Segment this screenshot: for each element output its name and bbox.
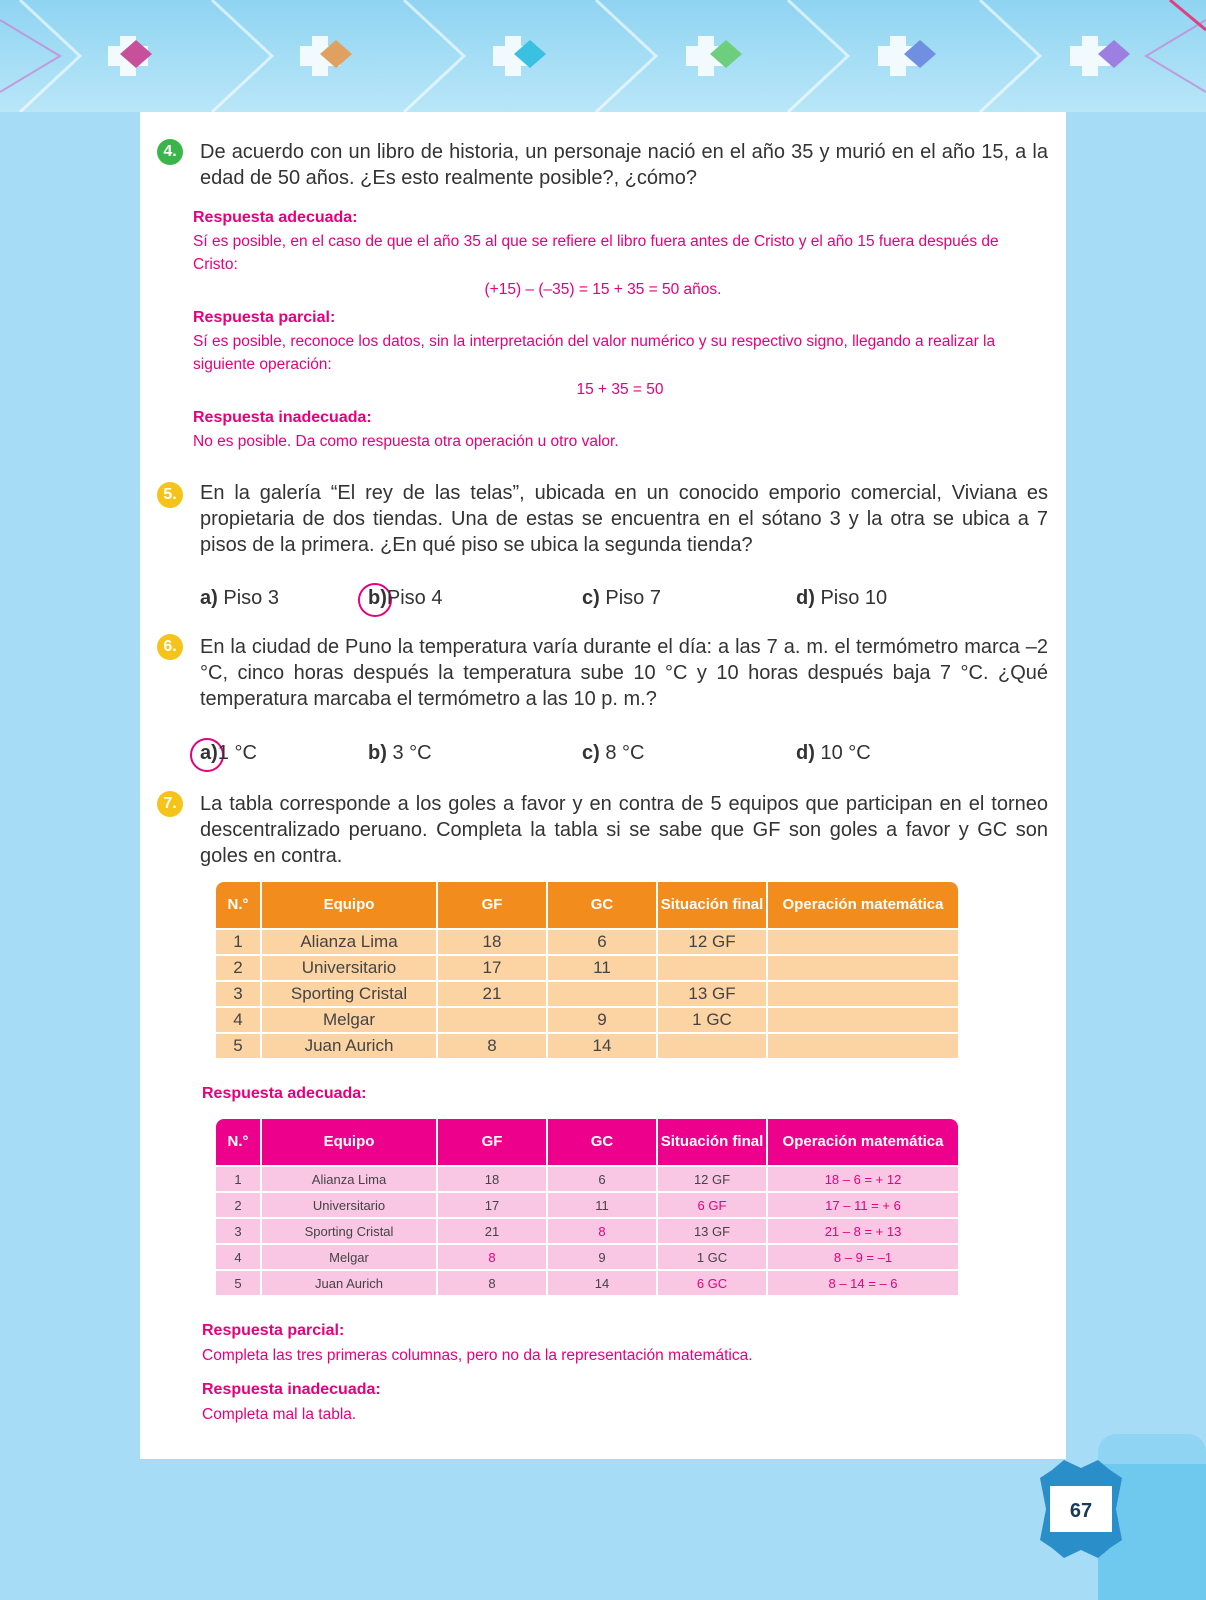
table-cell[interactable] — [768, 982, 958, 1006]
table-cell[interactable] — [548, 982, 656, 1006]
table-cell[interactable] — [438, 1008, 546, 1032]
table-cell: 9 — [548, 1245, 656, 1269]
table-cell: Universitario — [262, 956, 436, 980]
table-cell: 8 – 14 = – 6 — [768, 1271, 958, 1295]
option-letter: b) — [368, 742, 387, 764]
table-row — [216, 1034, 958, 1058]
option-letter: b) — [368, 587, 387, 609]
table-cell: Alianza Lima — [262, 930, 436, 954]
table-cell[interactable] — [658, 1034, 766, 1058]
goals-table — [214, 880, 960, 1060]
table-cell: Juan Aurich — [262, 1271, 436, 1295]
question-4-number: 4. — [157, 139, 183, 165]
table-cell: 5 — [216, 1034, 260, 1058]
table-cell[interactable] — [768, 930, 958, 954]
q7-partial-heading: Respuesta parcial: — [202, 1322, 345, 1339]
col-header-gf: GF — [438, 882, 546, 928]
table-cell: 6 — [548, 930, 656, 954]
table-header-row — [216, 1119, 958, 1165]
option-letter: c) — [582, 742, 600, 764]
q6-option-a[interactable] — [200, 742, 257, 765]
table-cell: Sporting Cristal — [262, 982, 436, 1006]
table-cell: 6 GC — [658, 1271, 766, 1295]
q4-partial-equation: 15 + 35 = 50 — [576, 381, 664, 398]
table-cell: 13 GF — [658, 982, 766, 1006]
col-header-team: Equipo — [262, 1119, 436, 1165]
table-cell: Universitario — [262, 1193, 436, 1217]
table-cell: 2 — [216, 1193, 260, 1217]
q5-option-a[interactable] — [200, 587, 279, 610]
table-cell: 14 — [548, 1271, 656, 1295]
option-text: Piso 4 — [386, 587, 443, 609]
option-text: Piso 10 — [814, 587, 888, 609]
col-header-number: N.° — [216, 1119, 260, 1165]
table-cell: Sporting Cristal — [262, 1219, 436, 1243]
table-cell: 12 GF — [658, 1167, 766, 1191]
col-header-team: Equipo — [262, 882, 436, 928]
col-header-gc: GC — [548, 1119, 656, 1165]
table-row — [216, 956, 958, 980]
question-6-text: En la ciudad de Puno la temperatura varía durante el día: a las 7 a. m. el termómetro marca –2 °C, cinco horas después la temperatura sube 10 °C y 10 horas después baja 7 °C. ¿Qué temperatura marcaba el termómetro a las 10 p. m.? — [200, 636, 1048, 710]
col-header-final: Situación final — [658, 882, 766, 928]
q6-option-c[interactable] — [582, 742, 644, 765]
table-cell: 8 — [438, 1034, 546, 1058]
option-text: 1 °C — [217, 742, 257, 764]
option-text: 10 °C — [814, 742, 871, 764]
q6-option-b[interactable] — [368, 742, 432, 765]
question-5-number: 5. — [157, 482, 183, 508]
question-4-text: De acuerdo con un libro de historia, un personaje nació en el año 35 y murió en el año 15, a la edad de 50 años. ¿Es esto realmente posible?, ¿cómo? — [200, 141, 1048, 189]
table-cell: 17 — [438, 1193, 546, 1217]
table-cell: 6 — [548, 1167, 656, 1191]
table-cell: 11 — [548, 956, 656, 980]
q7-inadequate-text: Completa mal la tabla. — [202, 1406, 357, 1423]
table-cell: Melgar — [262, 1008, 436, 1032]
table-cell: 17 — [438, 956, 546, 980]
page-number: 67 — [1069, 1500, 1093, 1522]
option-text: Piso 3 — [217, 587, 279, 609]
table-cell: 18 — [438, 930, 546, 954]
q5-option-d[interactable] — [796, 587, 887, 610]
q4-inadequate-heading: Respuesta inadecuada: — [193, 409, 372, 426]
q4-partial-heading: Respuesta parcial: — [193, 309, 336, 326]
option-text: 3 °C — [386, 742, 432, 764]
table-cell: 5 — [216, 1271, 260, 1295]
q7-adequate-heading: Respuesta adecuada: — [202, 1085, 367, 1102]
table-cell: 2 — [216, 956, 260, 980]
question-5-text: En la galería “El rey de las telas”, ubicada en un conocido emporio comercial, Viviana es propietaria de dos tiendas. Una de estas se encuentra en el sótano 3 y la otra se ubica a 7 pisos de la primera. ¿En qué piso se ubica la segunda tienda? — [200, 482, 1048, 556]
question-7-number: 7. — [157, 791, 183, 817]
table-cell: Alianza Lima — [262, 1167, 436, 1191]
table-cell: 18 – 6 = + 12 — [768, 1167, 958, 1191]
answer-table — [214, 1117, 960, 1297]
table-cell: 8 — [548, 1219, 656, 1243]
table-cell: 18 — [438, 1167, 546, 1191]
option-text: Piso 7 — [599, 587, 661, 609]
table-cell: 21 — [438, 1219, 546, 1243]
table-row — [216, 1245, 958, 1269]
table-cell: 13 GF — [658, 1219, 766, 1243]
table-cell: 1 — [216, 930, 260, 954]
q7-inadequate-heading: Respuesta inadecuada: — [202, 1381, 381, 1398]
q4-adequate-equation: (+15) – (–35) = 15 + 35 = 50 años. — [484, 281, 722, 298]
table-cell: 17 – 11 = + 6 — [768, 1193, 958, 1217]
q4-inadequate-text: No es posible. Da como respuesta otra operación u otro valor. — [193, 433, 619, 450]
question-6-number: 6. — [157, 634, 183, 660]
col-header-gc: GC — [548, 882, 656, 928]
decorative-banner — [0, 0, 1206, 112]
table-cell: 21 — [438, 982, 546, 1006]
option-letter: a) — [200, 587, 218, 609]
table-cell: 3 — [216, 1219, 260, 1243]
question-7-text: La tabla corresponde a los goles a favor y en contra de 5 equipos que participan en el torneo descentralizado peruano. Completa la tabla si se sabe que GF son goles a favor y GC son goles en contra. — [200, 793, 1048, 867]
table-row — [216, 1008, 958, 1032]
table-cell: 1 GC — [658, 1008, 766, 1032]
table-cell[interactable] — [768, 1008, 958, 1032]
table-row — [216, 1219, 958, 1243]
option-letter: d) — [796, 742, 815, 764]
table-row — [216, 1193, 958, 1217]
table-cell: 4 — [216, 1245, 260, 1269]
table-cell: 8 – 9 = –1 — [768, 1245, 958, 1269]
col-header-operation: Operación matemática — [768, 1119, 958, 1165]
table-cell: Juan Aurich — [262, 1034, 436, 1058]
table-row — [216, 1167, 958, 1191]
table-cell: 12 GF — [658, 930, 766, 954]
option-letter: a) — [200, 742, 218, 764]
table-row — [216, 982, 958, 1006]
col-header-operation: Operación matemática — [768, 882, 958, 928]
q5-option-c[interactable] — [582, 587, 661, 610]
table-cell: 14 — [548, 1034, 656, 1058]
q6-option-d[interactable] — [796, 742, 871, 765]
table-cell[interactable] — [658, 956, 766, 980]
col-header-number: N.° — [216, 882, 260, 928]
table-cell: Melgar — [262, 1245, 436, 1269]
q4-adequate-heading: Respuesta adecuada: — [193, 209, 358, 226]
table-cell: 6 GF — [658, 1193, 766, 1217]
option-letter: c) — [582, 587, 600, 609]
table-cell: 11 — [548, 1193, 656, 1217]
table-row — [216, 1271, 958, 1295]
table-header-row — [216, 882, 958, 928]
table-cell[interactable] — [768, 956, 958, 980]
table-cell: 8 — [438, 1245, 546, 1269]
table-cell[interactable] — [768, 1034, 958, 1058]
col-header-final: Situación final — [658, 1119, 766, 1165]
q5-option-b[interactable] — [368, 587, 442, 610]
table-cell: 9 — [548, 1008, 656, 1032]
table-cell: 1 — [216, 1167, 260, 1191]
table-row — [216, 930, 958, 954]
option-text: 8 °C — [599, 742, 645, 764]
q4-adequate-text: Sí es posible, en el caso de que el año 35 al que se refiere el libro fuera antes de Cristo y el año 15 fuera después de Cristo: — [193, 233, 999, 273]
q7-partial-text: Completa las tres primeras columnas, pero no da la representación matemática. — [202, 1347, 753, 1364]
col-header-gf: GF — [438, 1119, 546, 1165]
table-cell: 8 — [438, 1271, 546, 1295]
table-cell: 21 – 8 = + 13 — [768, 1219, 958, 1243]
table-cell: 4 — [216, 1008, 260, 1032]
table-cell: 3 — [216, 982, 260, 1006]
option-letter: d) — [796, 587, 815, 609]
table-cell: 1 GC — [658, 1245, 766, 1269]
q4-partial-text: Sí es posible, reconoce los datos, sin la interpretación del valor numérico y su respectivo signo, llegando a realizar la siguiente operación: — [193, 333, 996, 373]
